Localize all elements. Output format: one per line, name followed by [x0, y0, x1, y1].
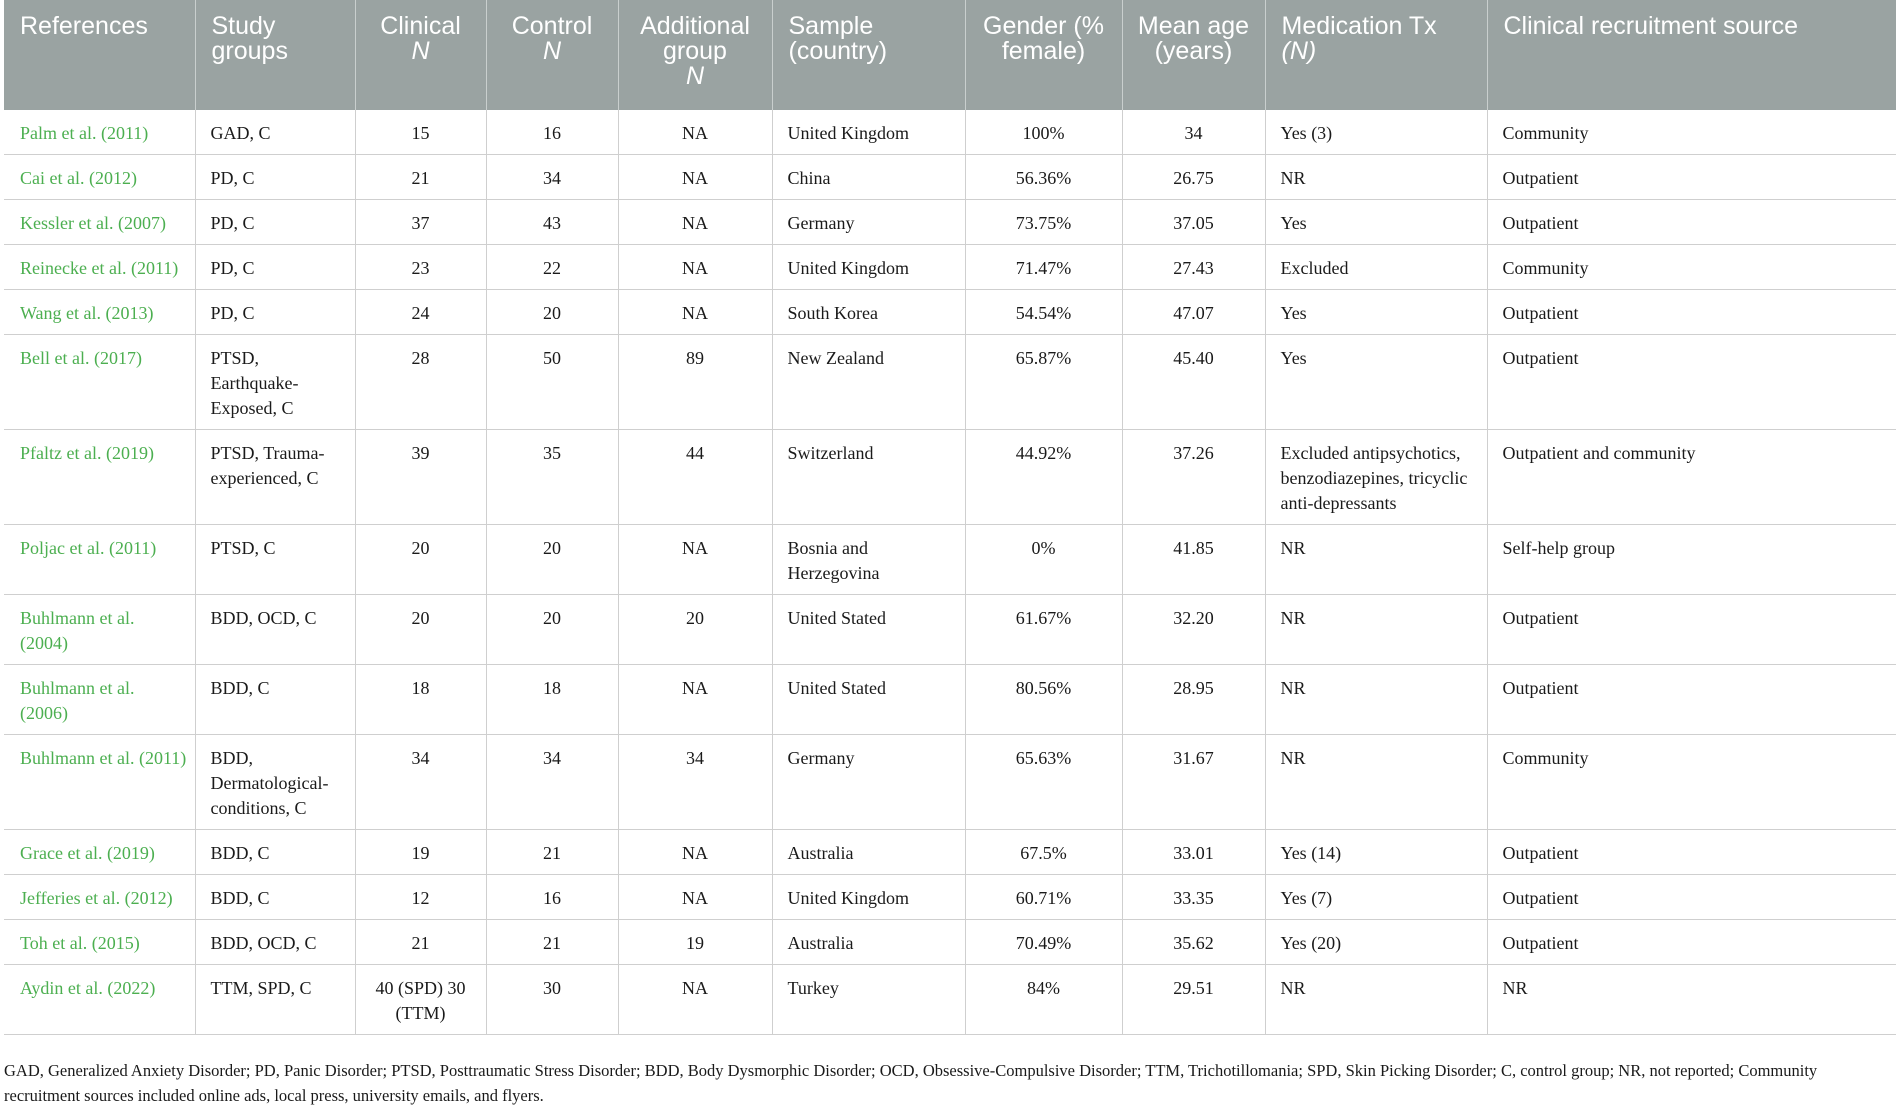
- cell-mean-age: 47.07: [1122, 290, 1265, 335]
- cell-medication-tx: NR: [1265, 965, 1487, 1035]
- table-footnote: GAD, Generalized Anxiety Disorder; PD, Panic Disorder; PTSD, Posttraumatic Stress Disorder; BDD, Body Dysmorphic Disorder; OCD, Obsessive-Compulsive Disorder; TTM, Trichotillomania; SPD, Skin Picking Disorder; C, control group; NR, not reported; Community recruitment sources included online ads, local press, university emails, and flyers.: [4, 1061, 1818, 1105]
- table-row: [4, 200, 1896, 245]
- table-row: [4, 875, 1896, 920]
- cell-clinical-n: 12: [355, 875, 486, 920]
- cell-study-groups: PD, C: [195, 200, 355, 245]
- cell-gender-female: 65.87%: [965, 335, 1122, 430]
- cell-control-n: 20: [486, 525, 618, 595]
- cell-recruitment-source: Community: [1487, 110, 1896, 155]
- header-gender-female: [965, 0, 1122, 110]
- cell-clinical-n: 18: [355, 665, 486, 735]
- cell-control-n: 21: [486, 830, 618, 875]
- cell-gender-female: 70.49%: [965, 920, 1122, 965]
- cell-additional-group-n: NA: [618, 830, 772, 875]
- header-label: Gender (% female): [983, 12, 1104, 65]
- cell-sample-country: Switzerland: [772, 430, 965, 525]
- cell-control-n: 16: [486, 875, 618, 920]
- cell-mean-age: 31.67: [1122, 735, 1265, 830]
- cell-study-groups: BDD, OCD, C: [195, 920, 355, 965]
- table-row: [4, 335, 1896, 430]
- cell-sample-country: Turkey: [772, 965, 965, 1035]
- cell-clinical-n: 23: [355, 245, 486, 290]
- cell-sample-country: Australia: [772, 920, 965, 965]
- cell-clinical-n: 20: [355, 595, 486, 665]
- cell-sample-country: Germany: [772, 200, 965, 245]
- cell-additional-group-n: 34: [618, 735, 772, 830]
- table-row: [4, 155, 1896, 200]
- header-label: References: [20, 12, 148, 40]
- cell-additional-group-n: NA: [618, 110, 772, 155]
- cell-mean-age: 37.26: [1122, 430, 1265, 525]
- reference-link[interactable]: Reinecke et al. (2011): [4, 245, 195, 290]
- header-sublabel: N: [685, 62, 705, 90]
- cell-gender-female: 100%: [965, 110, 1122, 155]
- cell-study-groups: PTSD, Trauma-experienced, C: [195, 430, 355, 525]
- cell-study-groups: BDD, C: [195, 830, 355, 875]
- table-body: [4, 110, 1896, 1035]
- cell-study-groups: TTM, SPD, C: [195, 965, 355, 1035]
- table-header: [4, 0, 1896, 110]
- cell-control-n: 21: [486, 920, 618, 965]
- cell-recruitment-source: NR: [1487, 965, 1896, 1035]
- cell-control-n: 16: [486, 110, 618, 155]
- cell-sample-country: Germany: [772, 735, 965, 830]
- cell-sample-country: United Kingdom: [772, 110, 965, 155]
- header-label: Study groups: [211, 12, 288, 65]
- cell-recruitment-source: Outpatient: [1487, 595, 1896, 665]
- cell-recruitment-source: Community: [1487, 735, 1896, 830]
- table-row: [4, 830, 1896, 875]
- cell-control-n: 18: [486, 665, 618, 735]
- cell-mean-age: 35.62: [1122, 920, 1265, 965]
- cell-additional-group-n: NA: [618, 525, 772, 595]
- reference-link[interactable]: Grace et al. (2019): [4, 830, 195, 875]
- cell-control-n: 35: [486, 430, 618, 525]
- cell-clinical-n: 28: [355, 335, 486, 430]
- cell-medication-tx: Yes: [1265, 200, 1487, 245]
- cell-additional-group-n: NA: [618, 245, 772, 290]
- header-references: [4, 0, 195, 110]
- header-sublabel: (N): [1281, 37, 1317, 65]
- cell-clinical-n: 21: [355, 920, 486, 965]
- cell-study-groups: PD, C: [195, 290, 355, 335]
- cell-recruitment-source: Outpatient: [1487, 155, 1896, 200]
- table-row: [4, 245, 1896, 290]
- cell-additional-group-n: NA: [618, 875, 772, 920]
- reference-link[interactable]: Cai et al. (2012): [4, 155, 195, 200]
- table-row: [4, 595, 1896, 665]
- cell-gender-female: 60.71%: [965, 875, 1122, 920]
- cell-clinical-n: 34: [355, 735, 486, 830]
- cell-control-n: 43: [486, 200, 618, 245]
- cell-gender-female: 54.54%: [965, 290, 1122, 335]
- cell-clinical-n: 24: [355, 290, 486, 335]
- cell-control-n: 20: [486, 595, 618, 665]
- cell-recruitment-source: Self-help group: [1487, 525, 1896, 595]
- reference-link[interactable]: Jefferies et al. (2012): [4, 875, 195, 920]
- header-sample-country: [772, 0, 965, 110]
- cell-additional-group-n: NA: [618, 965, 772, 1035]
- header-recruitment-source: [1487, 0, 1896, 110]
- cell-sample-country: United Stated: [772, 595, 965, 665]
- cell-sample-country: United Kingdom: [772, 875, 965, 920]
- header-control-n: [486, 0, 618, 110]
- cell-sample-country: Bosnia and Herzegovina: [772, 525, 965, 595]
- cell-mean-age: 37.05: [1122, 200, 1265, 245]
- cell-mean-age: 41.85: [1122, 525, 1265, 595]
- cell-control-n: 50: [486, 335, 618, 430]
- header-mean-age: [1122, 0, 1265, 110]
- cell-gender-female: 56.36%: [965, 155, 1122, 200]
- cell-additional-group-n: NA: [618, 665, 772, 735]
- cell-sample-country: United Stated: [772, 665, 965, 735]
- reference-link[interactable]: Toh et al. (2015): [4, 920, 195, 965]
- cell-control-n: 30: [486, 965, 618, 1035]
- cell-gender-female: 0%: [965, 525, 1122, 595]
- cell-recruitment-source: Outpatient: [1487, 200, 1896, 245]
- cell-clinical-n: 20: [355, 525, 486, 595]
- cell-medication-tx: Yes (14): [1265, 830, 1487, 875]
- header-sublabel: N: [542, 37, 562, 65]
- table-row: [4, 665, 1896, 735]
- header-label: Additional group: [640, 12, 750, 65]
- cell-mean-age: 29.51: [1122, 965, 1265, 1035]
- cell-recruitment-source: Outpatient: [1487, 920, 1896, 965]
- cell-medication-tx: NR: [1265, 595, 1487, 665]
- header-study-groups: [195, 0, 355, 110]
- cell-medication-tx: Excluded antipsychotics, benzodiazepines, tricyclic anti-depressants: [1265, 430, 1487, 525]
- reference-link[interactable]: Poljac et al. (2011): [4, 525, 195, 595]
- cell-clinical-n: 37: [355, 200, 486, 245]
- table-row: [4, 290, 1896, 335]
- cell-clinical-n: 21: [355, 155, 486, 200]
- cell-study-groups: PD, C: [195, 245, 355, 290]
- header-row: [4, 0, 1896, 110]
- cell-study-groups: PTSD, Earthquake-Exposed, C: [195, 335, 355, 430]
- reference-link[interactable]: Bell et al. (2017): [4, 335, 195, 430]
- cell-study-groups: BDD, C: [195, 875, 355, 920]
- cell-recruitment-source: Outpatient: [1487, 290, 1896, 335]
- reference-link[interactable]: Buhlmann et al. (2011): [4, 735, 195, 830]
- studies-table: [4, 0, 1896, 1035]
- cell-additional-group-n: NA: [618, 155, 772, 200]
- cell-medication-tx: Yes: [1265, 290, 1487, 335]
- cell-gender-female: 80.56%: [965, 665, 1122, 735]
- cell-gender-female: 71.47%: [965, 245, 1122, 290]
- reference-link[interactable]: Kessler et al. (2007): [4, 200, 195, 245]
- table-row: [4, 430, 1896, 525]
- reference-link[interactable]: Wang et al. (2013): [4, 290, 195, 335]
- cell-sample-country: China: [772, 155, 965, 200]
- header-sublabel: N: [411, 37, 430, 65]
- cell-clinical-n: 39: [355, 430, 486, 525]
- header-label: Mean age (years): [1137, 12, 1250, 65]
- cell-medication-tx: Yes (20): [1265, 920, 1487, 965]
- header-label: Clinical: [380, 12, 461, 40]
- cell-additional-group-n: 20: [618, 595, 772, 665]
- cell-sample-country: South Korea: [772, 290, 965, 335]
- cell-mean-age: 27.43: [1122, 245, 1265, 290]
- cell-mean-age: 28.95: [1122, 665, 1265, 735]
- header-additional-group-n: [618, 0, 772, 110]
- table-row: [4, 735, 1896, 830]
- reference-link[interactable]: Buhlmann et al. (2006): [4, 665, 195, 735]
- cell-additional-group-n: NA: [618, 200, 772, 245]
- table-row: [4, 110, 1896, 155]
- reference-link[interactable]: Palm et al. (2011): [4, 110, 195, 155]
- cell-medication-tx: Yes (3): [1265, 110, 1487, 155]
- cell-mean-age: 45.40: [1122, 335, 1265, 430]
- cell-control-n: 20: [486, 290, 618, 335]
- cell-study-groups: GAD, C: [195, 110, 355, 155]
- cell-recruitment-source: Outpatient: [1487, 665, 1896, 735]
- reference-link[interactable]: Pfaltz et al. (2019): [4, 430, 195, 525]
- cell-gender-female: 67.5%: [965, 830, 1122, 875]
- header-label: Clinical recruitment source: [1503, 12, 1799, 40]
- reference-link[interactable]: Aydin et al. (2022): [4, 965, 195, 1035]
- cell-medication-tx: Yes (7): [1265, 875, 1487, 920]
- cell-additional-group-n: 44: [618, 430, 772, 525]
- cell-study-groups: BDD, C: [195, 665, 355, 735]
- cell-additional-group-n: 89: [618, 335, 772, 430]
- cell-mean-age: 26.75: [1122, 155, 1265, 200]
- cell-control-n: 22: [486, 245, 618, 290]
- header-medication-tx: [1265, 0, 1487, 110]
- cell-clinical-n: 15: [355, 110, 486, 155]
- cell-control-n: 34: [486, 735, 618, 830]
- reference-link[interactable]: Buhlmann et al. (2004): [4, 595, 195, 665]
- cell-gender-female: 61.67%: [965, 595, 1122, 665]
- cell-study-groups: BDD, Dermatological-conditions, C: [195, 735, 355, 830]
- cell-study-groups: BDD, OCD, C: [195, 595, 355, 665]
- cell-clinical-n: 19: [355, 830, 486, 875]
- cell-additional-group-n: NA: [618, 290, 772, 335]
- cell-study-groups: PD, C: [195, 155, 355, 200]
- cell-additional-group-n: 19: [618, 920, 772, 965]
- cell-control-n: 34: [486, 155, 618, 200]
- cell-gender-female: 73.75%: [965, 200, 1122, 245]
- cell-medication-tx: NR: [1265, 735, 1487, 830]
- table-container: [4, 0, 1896, 1035]
- cell-mean-age: 34: [1122, 110, 1265, 155]
- cell-medication-tx: NR: [1265, 525, 1487, 595]
- cell-gender-female: 44.92%: [965, 430, 1122, 525]
- header-label: Medication Tx: [1281, 12, 1437, 40]
- cell-recruitment-source: Outpatient: [1487, 830, 1896, 875]
- cell-medication-tx: NR: [1265, 665, 1487, 735]
- cell-sample-country: Australia: [772, 830, 965, 875]
- cell-recruitment-source: Community: [1487, 245, 1896, 290]
- cell-mean-age: 33.01: [1122, 830, 1265, 875]
- cell-medication-tx: NR: [1265, 155, 1487, 200]
- cell-study-groups: PTSD, C: [195, 525, 355, 595]
- table-row: [4, 525, 1896, 595]
- cell-recruitment-source: Outpatient: [1487, 335, 1896, 430]
- cell-clinical-n: 40 (SPD) 30 (TTM): [355, 965, 486, 1035]
- cell-recruitment-source: Outpatient and community: [1487, 430, 1896, 525]
- table-row: [4, 965, 1896, 1035]
- cell-gender-female: 84%: [965, 965, 1122, 1035]
- header-label: Sample (country): [788, 12, 888, 65]
- cell-mean-age: 33.35: [1122, 875, 1265, 920]
- cell-sample-country: New Zealand: [772, 335, 965, 430]
- cell-medication-tx: Yes: [1265, 335, 1487, 430]
- cell-medication-tx: Excluded: [1265, 245, 1487, 290]
- cell-mean-age: 32.20: [1122, 595, 1265, 665]
- table-row: [4, 920, 1896, 965]
- header-clinical-n: [355, 0, 486, 110]
- cell-gender-female: 65.63%: [965, 735, 1122, 830]
- header-label: Control: [511, 12, 593, 40]
- cell-sample-country: United Kingdom: [772, 245, 965, 290]
- cell-recruitment-source: Outpatient: [1487, 875, 1896, 920]
